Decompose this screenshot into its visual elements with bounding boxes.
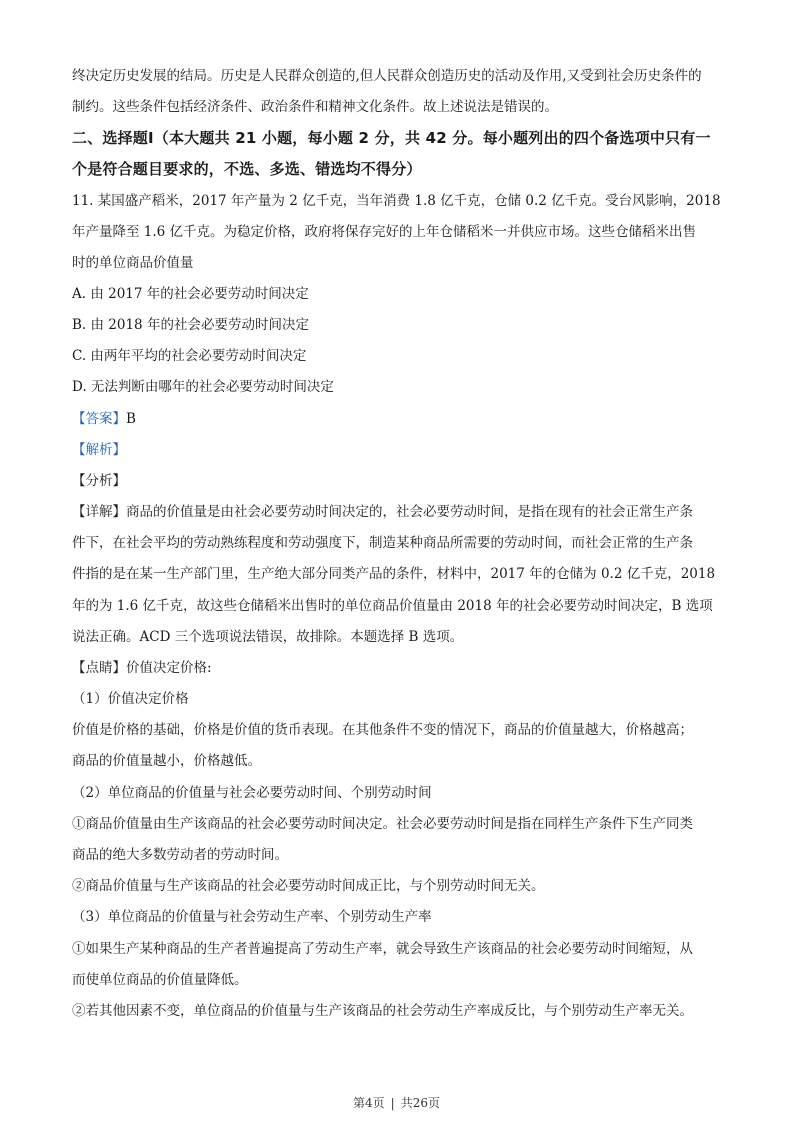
- tips-point-2: （2）单位商品的价值量与社会必要劳动时间、个别劳动时间: [72, 785, 432, 801]
- section-heading-line-2: 个是符合题目要求的，不选、多选、错选均不得分）: [72, 160, 422, 178]
- footer-separator: |: [390, 1096, 395, 1110]
- option-b: B. 由 2018 年的社会必要劳动时间决定: [72, 317, 309, 333]
- tips-point-1-line-b: 商品的价值量越小，价格越低。: [72, 753, 261, 769]
- tips-title: 【点睛】价值决定价格:: [72, 660, 212, 676]
- intro-line-2: 制约。这些条件包括经济条件、政治条件和精神文化条件。故上述说法是错误的。: [72, 99, 558, 115]
- tips-point-3-line-b: 而使单位商品的价值量降低。: [72, 972, 248, 988]
- answer-value: B: [126, 411, 136, 427]
- detail-line-5: 说法正确。ACD 三个选项说法错误，故排除。本题选择 B 选项。: [72, 629, 464, 645]
- option-a: A. 由 2017 年的社会必要劳动时间决定: [72, 286, 309, 302]
- answer-line: [72, 409, 722, 429]
- tips-point-2-line-b: 商品的绝大多数劳动者的劳动时间。: [72, 847, 288, 863]
- option-c: C. 由两年平均的社会必要劳动时间决定: [72, 348, 307, 364]
- analysis-tag: 【解析】: [72, 442, 126, 458]
- tips-point-3: （3）单位商品的价值量与社会劳动生产率、个别劳动生产率: [72, 909, 432, 925]
- detail-line-4: 年的为 1.6 亿千克，故这些仓储稻米出售时的单位商品价值量由 2018 年的社会必要劳动时间决定，B 选项: [72, 598, 713, 614]
- option-d: D. 无法判断由哪年的社会必要劳动时间决定: [72, 379, 334, 395]
- analysis-line: [72, 440, 722, 460]
- intro-line-1: 终决定历史发展的结局。历史是人民群众创造的,但人民群众创造历史的活动及作用,又受到社会历史条件的: [72, 68, 702, 84]
- tips-point-3-line-c: ②若其他因素不变，单位商品的价值量与生产该商品的社会劳动生产率成反比，与个别劳动生产率无关。: [72, 1003, 693, 1019]
- fenxi-heading: 【分析】: [72, 473, 126, 489]
- question-stem-line-1: 11. 某国盛产稻米，2017 年产量为 2 亿千克，当年消费 1.8 亿千克，仓储 0.2 亿千克。受台风影响，2018: [72, 193, 721, 209]
- tips-point-2-line-c: ②商品价值量与生产该商品的社会必要劳动时间成正比，与个别劳动时间无关。: [72, 878, 545, 894]
- answer-tag: 【答案】: [72, 411, 126, 427]
- detail-line-2: 件下，在社会平均的劳动熟练程度和劳动强度下，制造某种商品所需要的劳动时间，而社会正常的生产条: [72, 535, 693, 551]
- page-footer: [0, 1094, 793, 1111]
- detail-line-3: 件指的是在某一生产部门里，生产绝大部分同类产品的条件，材料中，2017 年的仓储为 0.2 亿千克，2018: [72, 566, 716, 582]
- section-heading-line-1: 二、选择题Ⅰ（本大题共 21 小题，每小题 2 分，共 42 分。每小题列出的四个备选项中只有一: [72, 129, 711, 147]
- tips-point-2-line-a: ①商品价值量由生产该商品的社会必要劳动时间决定。社会必要劳动时间是指在同样生产条件下生产同类: [72, 816, 693, 832]
- detail-line-1: 【详解】商品的价值量是由社会必要劳动时间决定的，社会必要劳动时间，是指在现有的社会正常生产条: [72, 504, 693, 520]
- tips-point-1: （1）价值决定价格: [72, 691, 189, 707]
- tips-point-1-line-a: 价值是价格的基础，价格是价值的货币表现。在其他条件不变的情况下，商品的价值量越大，价格越高；: [72, 722, 693, 738]
- tips-point-3-line-a: ①如果生产某种商品的生产者普遍提高了劳动生产率，就会导致生产该商品的社会必要劳动时间缩短，从: [72, 941, 693, 957]
- page-total: 共26页: [400, 1096, 440, 1110]
- page-number: 第4页: [353, 1096, 385, 1110]
- question-stem-line-3: 时的单位商品价值量: [72, 255, 194, 271]
- question-stem-line-2: 年产量降至 1.6 亿千克。为稳定价格，政府将保存完好的上年仓储稻米一并供应市场。这些仓储稻米出售: [72, 224, 697, 240]
